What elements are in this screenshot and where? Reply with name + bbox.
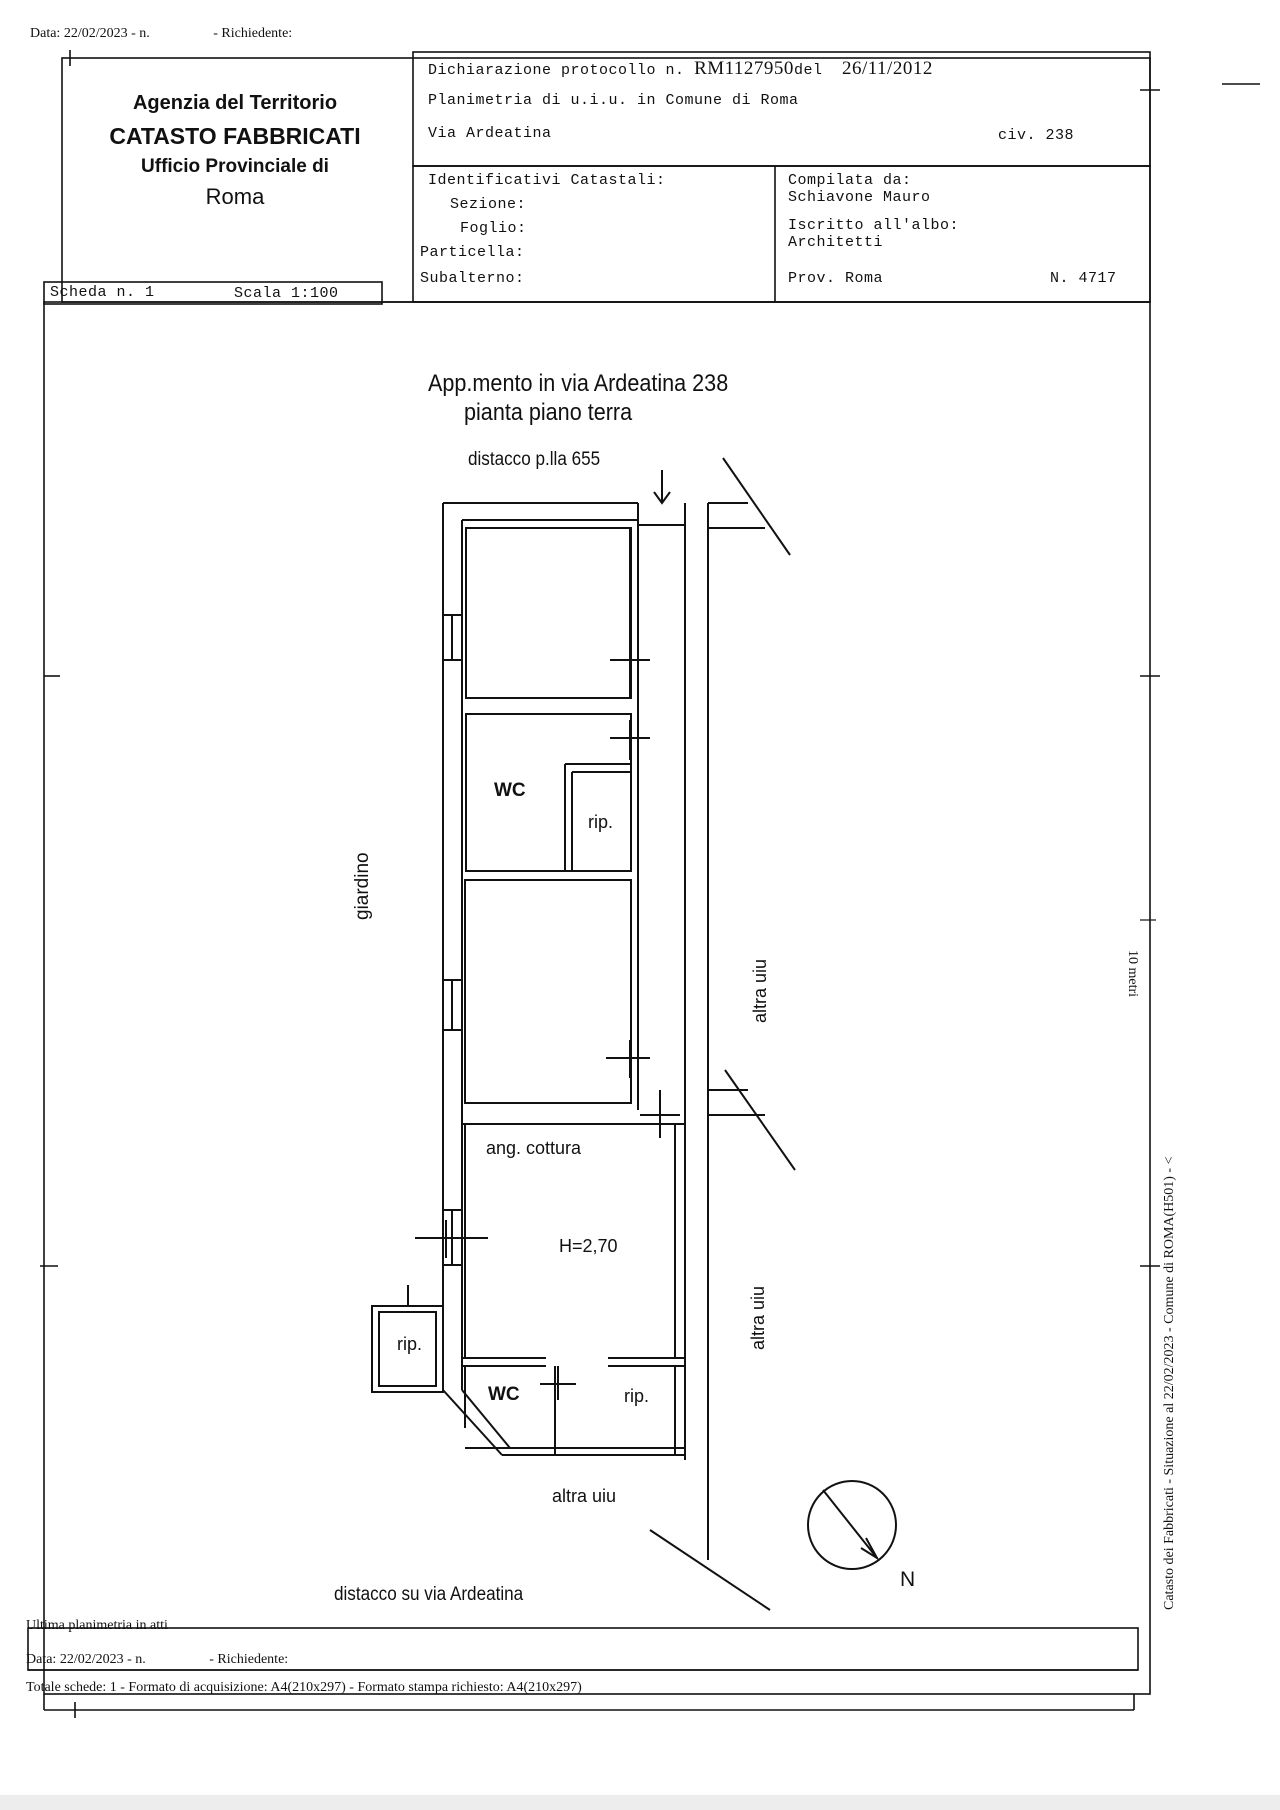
- compilata-name: Schiavone Mauro: [788, 189, 931, 206]
- altra-uiu-label-2: altra uiu: [748, 1285, 768, 1350]
- altra-uiu-label-3: altra uiu: [552, 1486, 617, 1506]
- scheda-label: Scheda n. 1: [50, 284, 155, 301]
- dichiarazione-label: Dichiarazione protocollo n.: [428, 62, 685, 79]
- agency-block: [70, 92, 400, 210]
- height-label: H=2,70: [559, 1236, 618, 1256]
- rip-label-3: rip.: [624, 1386, 650, 1406]
- prov-label: Prov. Roma: [788, 270, 884, 287]
- compilata-title: Compilata da:: [788, 172, 912, 189]
- scala-label: Scala 1:100: [234, 285, 339, 302]
- albo-value: Architetti: [788, 234, 884, 251]
- cottura-label: ang. cottura: [486, 1138, 582, 1158]
- giardino-label: giardino: [352, 852, 373, 920]
- wc-label-1: WC: [494, 780, 526, 801]
- footer-data: [26, 1652, 288, 1668]
- rip-label-2: rip.: [397, 1334, 423, 1354]
- foglio-label: Foglio:: [460, 220, 527, 237]
- via-line: Via Ardeatina: [428, 125, 552, 142]
- rip-label-1: rip.: [588, 812, 614, 832]
- ufficio-city: Roma: [205, 184, 265, 209]
- subalterno-label: Subalterno:: [420, 270, 525, 287]
- footer-ultima: Ultima planimetria in atti: [26, 1618, 168, 1633]
- identificativi-title: Identificativi Catastali:: [428, 172, 666, 189]
- protocol-date: 26/11/2012: [841, 58, 933, 79]
- particella-label: Particella:: [420, 244, 525, 261]
- side-catasto-note: Catasto dei Fabbricati - Situazione al 22/02/2023 - Comune di ROMA(H501) - <: [1162, 1156, 1177, 1610]
- plan-title: App.mento in via Ardeatina 238: [428, 370, 729, 397]
- sezione-label: Sezione:: [450, 196, 527, 213]
- distacco-top-label: distacco p.lla 655: [468, 449, 601, 470]
- planimetria-line: Planimetria di u.i.u. in Comune di Roma: [428, 92, 799, 109]
- side-scale-note: 10 metri: [1125, 950, 1140, 998]
- ufficio-label: Ufficio Provinciale di: [141, 156, 329, 177]
- footer-data-text: Data: 22/02/2023 - n.: [26, 1652, 146, 1667]
- iscritto-label: Iscritto all'albo:: [788, 217, 960, 234]
- scan-bottom-margin: [0, 1795, 1280, 1810]
- protocol-number: RM1127950: [694, 58, 794, 79]
- catasto-title: CATASTO FABBRICATI: [109, 123, 361, 149]
- header-richiedente: - Richiedente:: [213, 26, 293, 41]
- numero-label: N. 4717: [1050, 270, 1117, 287]
- protocol-line: [428, 58, 933, 80]
- distacco-bottom-label: distacco su via Ardeatina: [334, 1584, 524, 1605]
- altra-uiu-label-1: altra uiu: [750, 958, 770, 1023]
- header-data-text: Data: 22/02/2023 - n.: [30, 26, 150, 41]
- civ-line: civ. 238: [998, 127, 1075, 144]
- footer-richiedente: - Richiedente:: [209, 1652, 289, 1667]
- plan-subtitle: pianta piano terra: [464, 399, 633, 426]
- wc-label-2: WC: [488, 1384, 520, 1405]
- footer-totale: Totale schede: 1 - Formato di acquisizione: A4(210x297) - Formato stampa richiesto: A4(210x297): [26, 1680, 582, 1695]
- del-label: del: [793, 62, 823, 79]
- agency-name: Agenzia del Territorio: [132, 92, 338, 114]
- north-label: N: [900, 1568, 916, 1591]
